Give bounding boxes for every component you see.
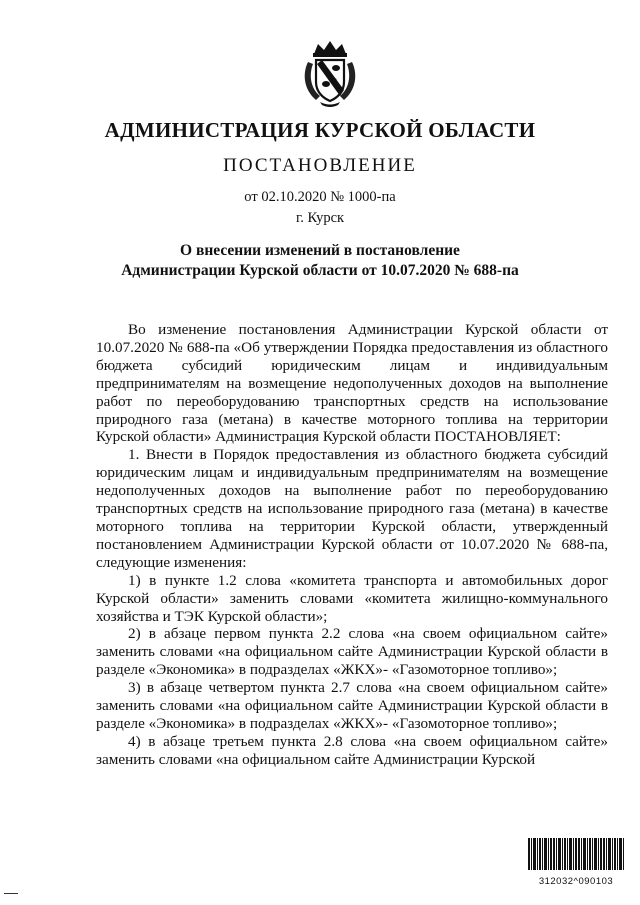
subitem-4-paragraph: 4) в абзаце третьем пункта 2.8 слова «на своем официальном сайте» заменить словами «на официальном сайте Администрации Курской	[96, 732, 608, 768]
barcode-icon	[528, 838, 624, 870]
document-body	[96, 321, 608, 769]
page-edge-mark	[4, 893, 18, 894]
organization-title: АДМИНИСТРАЦИЯ КУРСКОЙ ОБЛАСТИ	[104, 118, 536, 142]
subitem-2-paragraph: 2) в абзаце первом пункта 2.2 слова «на своем официальном сайте» заменить словами «на официальном сайте Администрации Курской области в разделе «Экономика» в подразделах «ЖКХ»- «Газомоторное топливо»;	[96, 625, 608, 679]
preamble-paragraph: Во изменение постановления Администрации Курской области от 10.07.2020 № 688-па «Об утверждении Порядка предоставления из областного бюджета субсидий юридическим лицам и индивидуальным предпринимателям на возмещение недополученных доходов на выполнение работ по переоборудованию транспортных средств на использование природного газа (метана) в качестве моторного топлива на территории Курской области» Администрация Курской области ПОСТАНОВЛЯЕТ:	[96, 321, 608, 446]
document-subject	[0, 241, 640, 281]
subitem-3-paragraph: 3) в абзаце четвертом пункта 2.7 слова «на своем официальном сайте» заменить словами «на официальном сайте Администрации Курской области в разделе «Экономика» в подразделах «ЖКХ»- «Газомоторное топливо»;	[96, 679, 608, 732]
barcode-number: 312032^090103	[538, 876, 614, 887]
subject-line-1: О внесении изменений в постановление	[180, 242, 460, 259]
kursk-coat-of-arms-icon	[300, 38, 360, 108]
document-date-number: от 02.10.2020 № 1000-па	[244, 189, 396, 205]
barcode	[528, 838, 624, 887]
item-1-paragraph: 1. Внести в Порядок предоставления из областного бюджета субсидий юридическим лицам и индивидуальным предпринимателям на возмещение недополученных доходов на выполнение работ по переоборудованию транспортных средств на использование природного газа (метана) в качестве моторного топлива на территории Курской области, утвержденный постановлением Администрации Курской области от 10.07.2020 № 688-па, следующие изменения:	[96, 446, 608, 571]
subject-line-2: Администрации Курской области от 10.07.2020 № 688-па	[121, 262, 519, 279]
document-city: г. Курск	[295, 210, 345, 226]
subitem-1-paragraph: 1) в пункте 1.2 слова «комитета транспорта и автомобильных дорог Курской области» заменить словами «комитета жилищно-коммунального хозяйства и ТЭК Курской области»;	[96, 571, 608, 625]
document-type: ПОСТАНОВЛЕНИЕ	[223, 155, 417, 176]
